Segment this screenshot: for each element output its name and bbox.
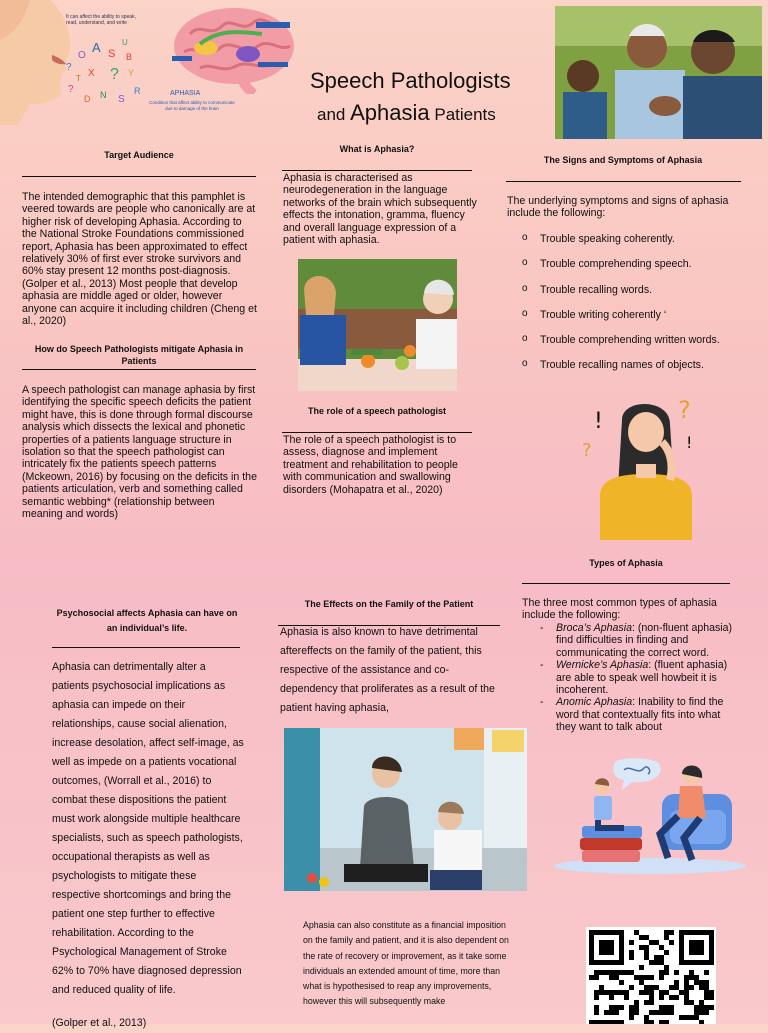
- divider: [282, 170, 472, 171]
- types-intro: The three most common types of aphasia include the following:: [522, 597, 717, 622]
- target-audience-heading: Target Audience: [104, 150, 174, 160]
- divider: [22, 176, 256, 177]
- list-item: - Broca’s Aphasia: (non-fluent aphasia) find difficulties in finding and communicating the correct word.: [522, 622, 736, 659]
- what-is-heading: What is Aphasia?: [339, 144, 415, 154]
- psychosocial-citation: (Golper et al., 2013): [52, 1017, 147, 1029]
- svg-text:!: !: [686, 433, 693, 452]
- floating-letters: A S O B ? Y ? X ? N S D R T U: [66, 38, 141, 105]
- page-subtitle: and Aphasia Patients: [317, 100, 496, 125]
- role-text: The role of a speech pathologist is to assess, diagnose and implement treatment and rehabilitation to people with communication and swallowing disorders (Mohapatra et al., 2020): [283, 434, 458, 496]
- svg-text:!: !: [594, 409, 603, 434]
- types-list: [522, 622, 736, 734]
- list-item: o Trouble recalling words.: [506, 284, 756, 309]
- psychosocial-heading: Psychosocial affects Aphasia can have on an individual’s life.: [56, 608, 238, 633]
- qr-code[interactable]: [586, 927, 716, 1024]
- divider: [282, 432, 472, 433]
- brain-illustration: [149, 4, 298, 116]
- list-item: o Trouble comprehending speech.: [506, 258, 756, 283]
- psychosocial-text: Aphasia can detrimentally alter a patients psychosocial implications as aphasia can impede on their relationships, cause social alienation, increase desolation, affect self-image, as well as impede on a patients vocational outcomes, (Worrall et al., 2016) to combat these dispositions the patient must work alongside multiple healthcare specialists, such as speech pathologists, occupational therapists as well as psychologists to mitigate these respective shortcomings and bring the patient one step further to effective rehabilitation. According to the Psychological Management of Stroke 62% to 70% have diagnosed depression and reduced quality of life.: [52, 661, 244, 996]
- svg-text:?: ?: [678, 396, 691, 424]
- therapy-session-illustration: [552, 754, 748, 874]
- divider: [52, 647, 240, 648]
- what-is-text: Aphasia is characterised as neurodegeneration in the language networks of the brain which subsequently effects the intonation, gramma, fluency and overall language expression of a patient with aphasia.: [283, 172, 477, 247]
- list-item: - Anomic Aphasia: Inability to find the word that contextually fits into what they want to talk about: [522, 696, 736, 733]
- signs-heading: The Signs and Symptoms of Aphasia: [543, 155, 703, 165]
- confused-woman-illustration: [578, 390, 704, 540]
- list-item: - Wernicke’s Aphasia: (fluent aphasia) are able to speak well howbeit it is incoherent.: [522, 659, 736, 696]
- page-title: Speech Pathologists: [310, 68, 511, 93]
- family-heading: The Effects on the Family of the Patient: [304, 599, 474, 609]
- mitigate-heading: How do Speech Pathologists mitigate Aphasia in Patients: [34, 344, 244, 366]
- divider: [506, 181, 741, 182]
- brain-caption-bottom: Condition that affect ability to communicate due to damage of the brain: [149, 100, 235, 111]
- list-item: o Trouble comprehending written words.: [506, 334, 756, 359]
- role-heading: The role of a speech pathologist: [307, 406, 447, 416]
- mitigate-text: A speech pathologist can manage aphasia by first identifying the specific speech deficits the patient might have, this is done through formal discourse analysis which dissects the lexical and phonetic properties of a patients language structure in isolation so that the speech pathologist can intricately fix the patients speech patterns (Mckeown, 2016) by focusing on the deficits in the patients articulation, verb and something called semantic webbing* (relationship between meaning and words): [22, 384, 257, 521]
- family-text-continued: Aphasia can also constitute as a financial imposition on the family and patient, and it is also dependent on the rate of recovery or improvement, as it take some individuals an extended amount of time, more than what is hypothesised to reap any improvements, however this will subsequently make: [303, 920, 509, 1007]
- target-audience-text: The intended demographic that this pamphlet is veered towards are people who canonically are at higher risk of developing Aphasia. According to the National Stroke Foundations commissioned report, Aphasia has been approximated to effect relatively 30% of first ever stroke survivors and 60% stay present 12 months post-diagnosis. (Golper et al., 2013) Most people that develop aphasia are middle aged or older, however anyone can acquire it including children (Cheng et al., 2020): [22, 191, 257, 328]
- two-women-photo: [298, 259, 457, 391]
- signs-list: [506, 233, 756, 385]
- brain-caption-top: It can affect the ability to speak, read, understand, and write: [66, 14, 136, 26]
- list-item: o Trouble writing coherently ‘: [506, 309, 756, 334]
- divider: [522, 583, 730, 584]
- list-item: o Trouble recalling names of objects.: [506, 359, 756, 384]
- therapy-child-photo: [284, 728, 527, 891]
- list-item: o Trouble speaking coherently.: [506, 233, 756, 258]
- brain-label: APHASIA: [170, 90, 201, 97]
- signs-intro: The underlying symptoms and signs of aphasia include the following:: [507, 195, 729, 220]
- divider: [22, 369, 256, 370]
- family-text: Aphasia is also known to have detrimental aftereffects on the family of the patient, this respective of the assistance and co-dependency that proliferates as a result of the patient having aphasia,: [280, 626, 495, 714]
- three-men-photo: [555, 6, 762, 139]
- types-heading: Types of Aphasia: [589, 558, 663, 568]
- svg-text:?: ?: [582, 440, 592, 461]
